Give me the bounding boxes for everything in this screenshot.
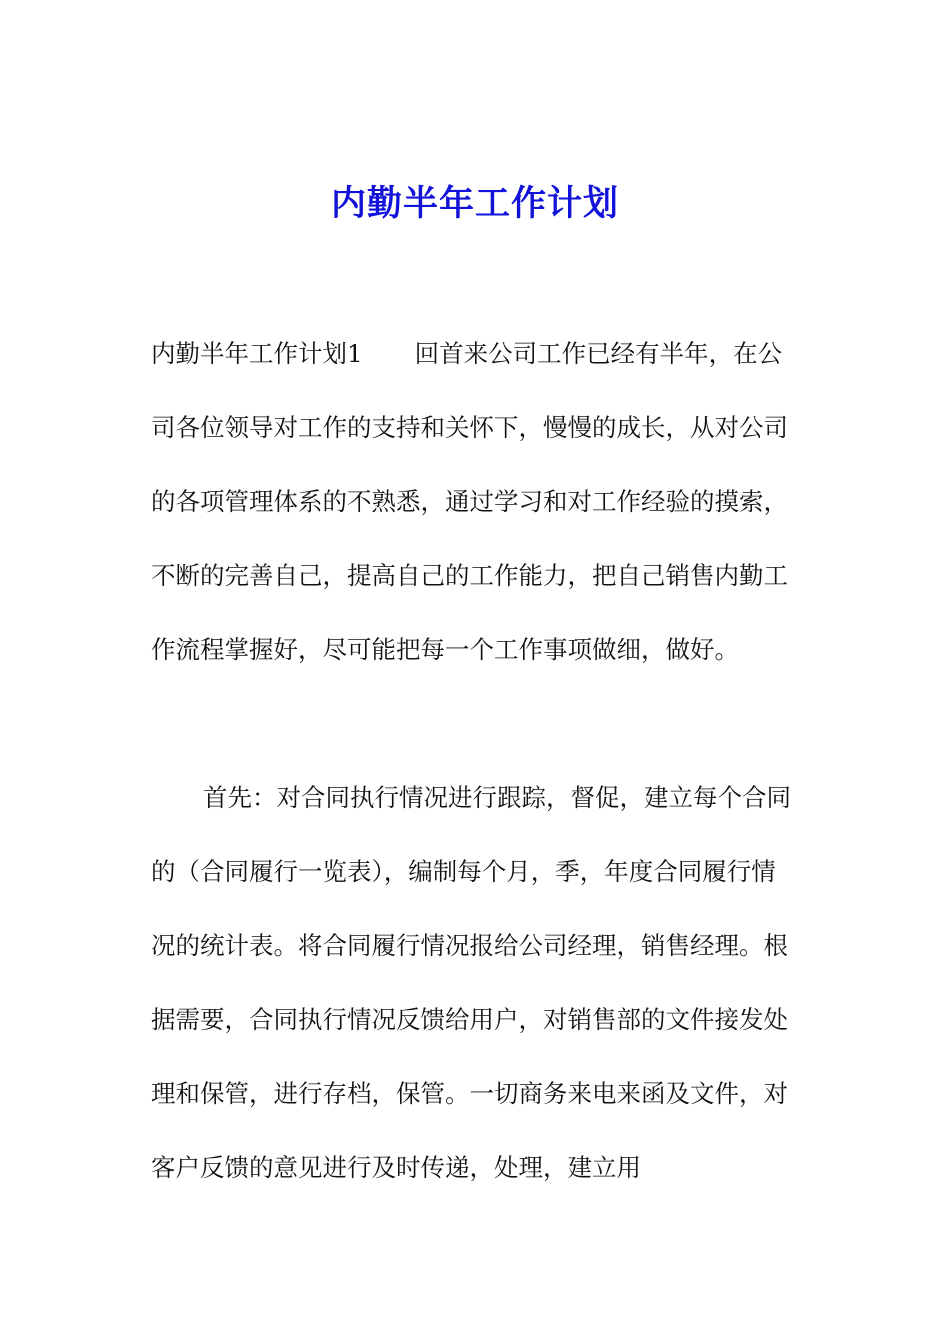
paragraph-1-heading: 内勤半年工作计划1 [151, 339, 363, 368]
paragraph-2-text: 首先：对合同执行情况进行跟踪，督促，建立每个合同的（合同履行一览表），编制每个月，季，年度合同履行情况的统计表。将合同履行情况报给公司经理，销售经理。根据需要，合同执行情况反馈给用户，对销售部的文件接发处理和保管，进行存档，保管。一切商务来电来函及文件，对客户反馈的意见进行及时传递，处理，建立用 [151, 783, 791, 1182]
paragraph-2 [151, 761, 791, 1205]
paragraph-1-body: 回首来公司工作已经有半年，在公司各位领导对工作的支持和关怀下，慢慢的成长，从对公司的各项管理体系的不熟悉，通过学习和对工作经验的摸索，不断的完善自己，提高自己的工作能力，把自己销售内勤工作流程掌握好，尽可能把每一个工作事项做细，做好。 [151, 339, 788, 664]
paragraph-1 [151, 317, 791, 687]
document-title: 内勤半年工作计划 [330, 183, 619, 224]
